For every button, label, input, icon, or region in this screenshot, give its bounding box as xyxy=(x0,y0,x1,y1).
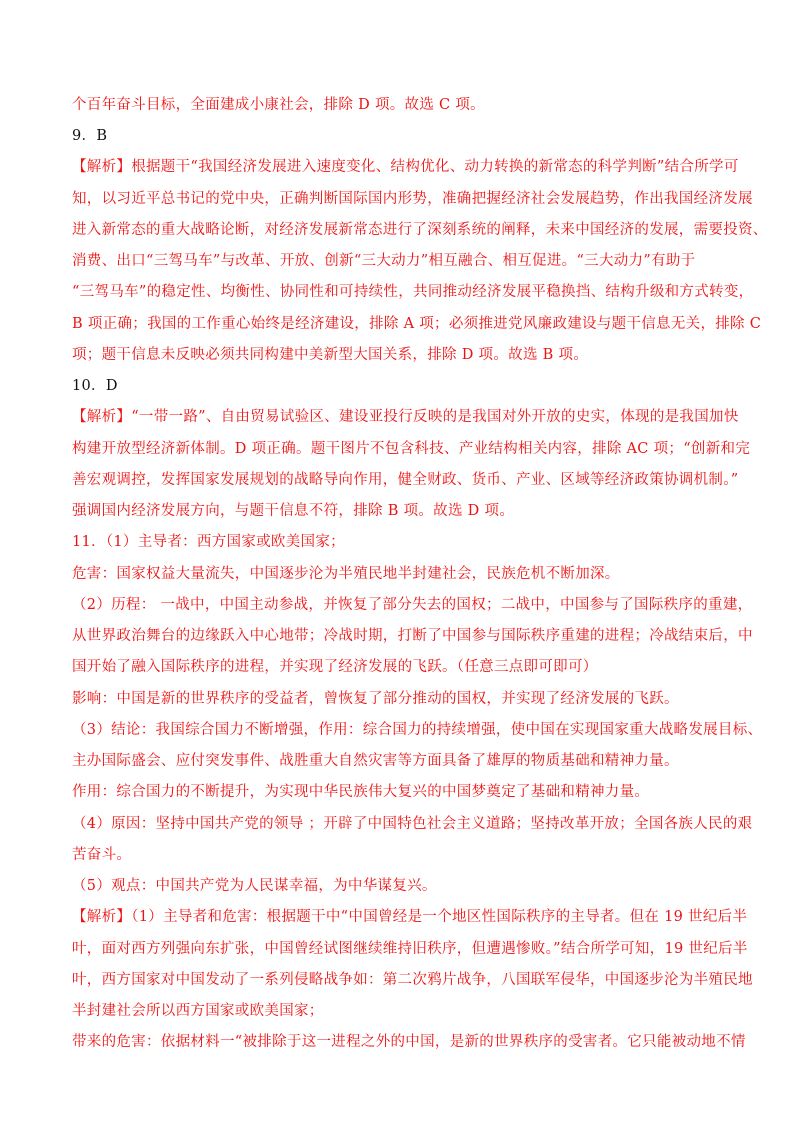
text-line: 善宏观调控，发挥国家发展规划的战略导向作用，健全财政、货币、产业、区域等经济政策协调机制。” xyxy=(72,472,739,488)
analysis-tag: 【解析】 xyxy=(72,159,132,175)
text-line: 主办国际盛会、应付突发事件、战胜重大自然灾害等方面具备了雄厚的物质基础和精神力量。 xyxy=(72,753,679,769)
text-line: 作用：综合国力的不断提升，为实现中华民族伟大复兴的中国梦奠定了基础和精神力量。 xyxy=(72,784,650,800)
text-line: （4）原因：坚持中国共产党的领导 ；开辟了中国特色社会主义道路；坚持改革开放；全国各族人民的艰 xyxy=(72,816,753,832)
text-line: 苦奋斗。 xyxy=(72,847,132,863)
text-line: 从世界政治舞台的边缘跃入中心地带；冷战时期，打断了中国参与国际秩序重建的进程；冷战结束后，中 xyxy=(72,628,753,644)
text-line: 危害：国家权益大量流失，中国逐步沦为半殖民地半封建社会，民族危机不断加深。 xyxy=(72,566,620,582)
text-line: 影响：中国是新的世界秩序的受益者，曾恢复了部分推动的国权，并实现了经济发展的飞跃。 xyxy=(72,691,679,707)
text-line: 半封建社会所以西方国家或欧美国家； xyxy=(72,1003,324,1019)
analysis-tag: 【解析】 xyxy=(72,909,132,925)
text-line: 叶，西方国家对中国发动了一系列侵略战争如：第二次鸦片战争，八国联军侵华，中国逐步沦为半殖民地 xyxy=(72,972,753,988)
analysis-tag: 【解析】 xyxy=(72,409,132,425)
text-line: “三驾马车”的稳定性、均衡性、协同性和可持续性，共同推动经济发展平稳换挡、结构升级和方式转变， xyxy=(72,284,754,300)
text-line: 强调国内经济发展方向，与题干信息不符，排除 B 项。故选 D 项。 xyxy=(72,503,515,519)
text-line: （5）观点：中国共产党为人民谋幸福，为中华谋复兴。 xyxy=(72,878,437,894)
text-line: （3）结论：我国综合国力不断增强，作用：综合国力的持续增强，使中国在实现国家重大战略发展目标、 xyxy=(72,722,763,738)
answer-number: 9．B xyxy=(72,128,108,144)
text-line: 消费、出口“三驾马车”与改革、开放、创新“三大动力”相互融合、相互促进。“三大动力”有助于 xyxy=(72,253,696,269)
analysis-line: 【解析】（1）主导者和危害：根据题干中“中国曾经是一个地区性国际秩序的主导者。但在 19 世纪后半 xyxy=(72,909,748,925)
text-line: 构建开放型经济新体制。D 项正确。题干图片不包含科技、产业结构相关内容，排除 AC 项；“创新和完 xyxy=(72,441,751,457)
answer-number: 10．D xyxy=(72,378,118,394)
text-line: B 项正确；我国的工作重心始终是经济建设，排除 A 项；必须推进党风廉政建设与题干信息无关，排除 C xyxy=(72,316,762,332)
text-line: 国开始了融入国际秩序的进程，并实现了经济发展的飞跃。（任意三点即可即可） xyxy=(72,659,598,675)
text-line: 项；题干信息未反映必须共同构建中美新型大国关系，排除 D 项。故选 B 项。 xyxy=(72,347,589,363)
text-line: 进入新常态的重大战略论断，对经济发展新常态进行了深刻系统的阐释，未来中国经济的发展，需要投资、 xyxy=(72,222,768,238)
text-line: （2）历程： 一战中，中国主动参战，并恢复了部分失去的国权；二战中，中国参与了国际秩序的重建， xyxy=(72,597,753,613)
text-line: 叶，面对西方列强向东扩张，中国曾经试图继续维持旧秩序，但遭遇惨败。”结合所学可知，19 世纪后半 xyxy=(72,941,748,957)
text-line: 知，以习近平总书记的党中央，正确判断国际国内形势，准确把握经济社会发展趋势，作出我国经济发展 xyxy=(72,191,753,207)
text-line: 个百年奋斗目标，全面建成小康社会，排除 D 项。故选 C 项。 xyxy=(72,97,485,113)
text-line: 11．（1）主导者：西方国家或欧美国家； xyxy=(72,534,345,550)
analysis-line: 【解析】根据题干“我国经济发展进入速度变化、结构优化、动力转换的新常态的科学判断”结合所学可 xyxy=(72,159,739,175)
analysis-line: 【解析】“一带一路”、自由贸易试验区、建设亚投行反映的是我国对外开放的史实，体现的是我国加快 xyxy=(72,409,739,425)
text-line: 带来的危害：依据材料一“被排除于这一进程之外的中国，是新的世界秩序的受害者。它只能被动地不情 xyxy=(72,1034,746,1050)
